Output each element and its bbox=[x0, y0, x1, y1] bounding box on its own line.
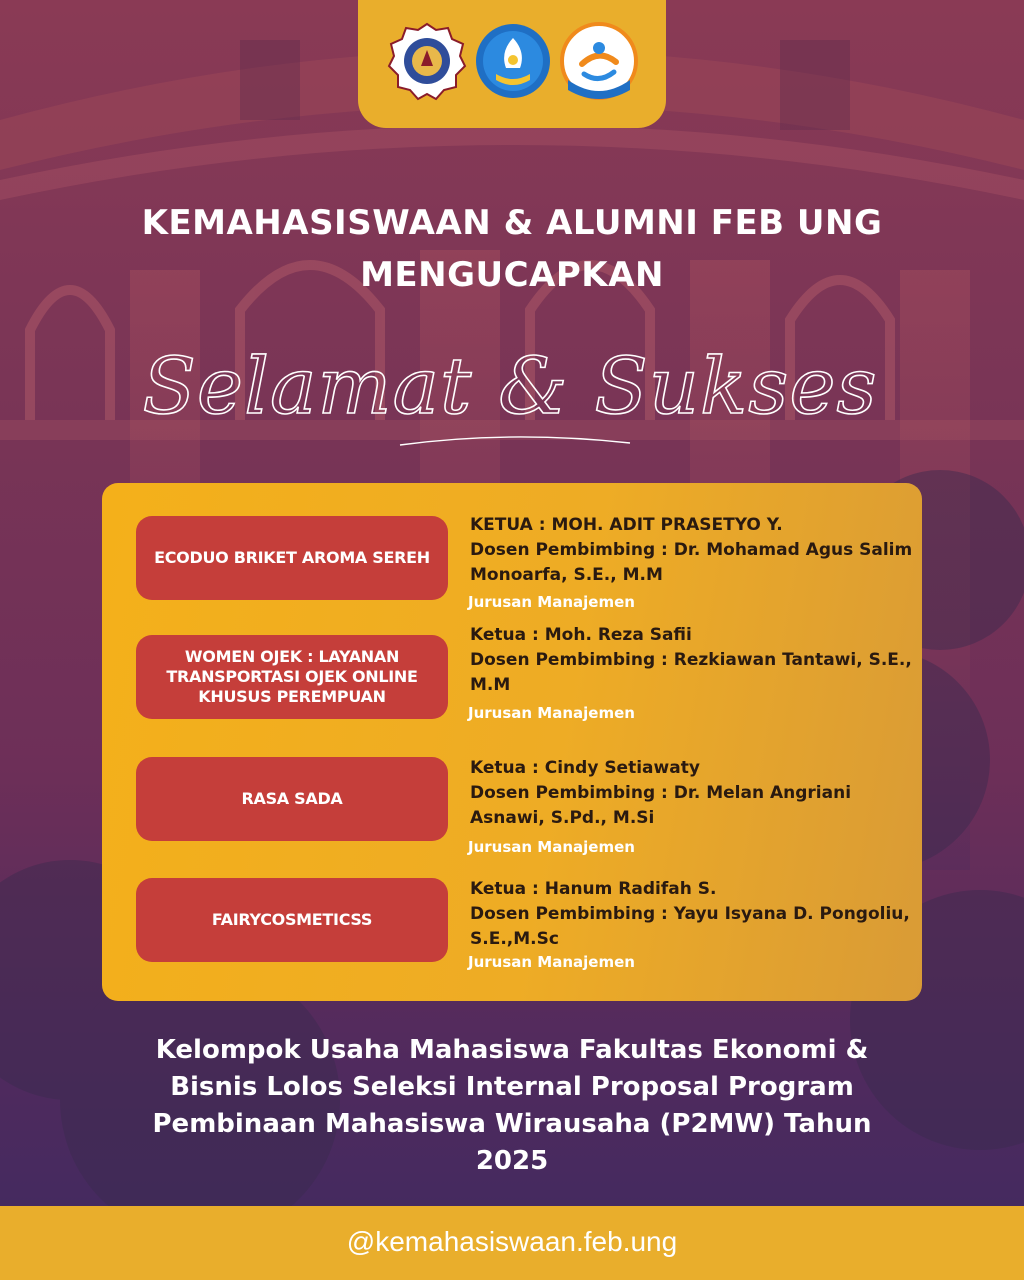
team-supervisor: Dosen Pembimbing : Yayu Isyana D. Pongoliu, bbox=[470, 904, 910, 924]
team-department: Jurusan Manajemen bbox=[468, 593, 635, 611]
congratulations-script bbox=[142, 325, 878, 460]
team-leader: Ketua : Hanum Radifah S. bbox=[470, 879, 717, 899]
team-supervisor-cont: M.M bbox=[470, 675, 511, 695]
team-department: Jurusan Manajemen bbox=[468, 838, 635, 856]
team-supervisor-cont: S.E.,M.Sc bbox=[470, 929, 559, 949]
team-supervisor-cont: Asnawi, S.Pd., M.Si bbox=[470, 808, 655, 828]
team-name-pill: WOMEN OJEK : LAYANAN TRANSPORTASI OJEK ONLINE KHUSUS PEREMPUAN bbox=[136, 635, 448, 719]
team-leader: KETUA : MOH. ADIT PRASETYO Y. bbox=[470, 515, 783, 535]
team-supervisor: Dosen Pembimbing : Dr. Melan Angriani bbox=[470, 783, 852, 803]
announcement-line-3: Pembinaan Mahasiswa Wirausaha (P2MW) Tahun bbox=[152, 1109, 872, 1139]
winners-card bbox=[102, 483, 922, 1001]
team-supervisor: Dosen Pembimbing : Rezkiawan Tantawi, S.E., bbox=[470, 650, 912, 670]
team-info bbox=[470, 756, 910, 831]
team-department: Jurusan Manajemen bbox=[468, 704, 635, 722]
team-name-pill: RASA SADA bbox=[136, 757, 448, 841]
team-leader: Ketua : Moh. Reza Safii bbox=[470, 625, 692, 645]
team-info bbox=[470, 877, 910, 952]
announcement-text bbox=[112, 1032, 912, 1180]
ung-university-logo bbox=[388, 22, 466, 100]
team-department: Jurusan Manajemen bbox=[468, 953, 635, 971]
announcement-line-1: Kelompok Usaha Mahasiswa Fakultas Ekonomi & bbox=[155, 1035, 869, 1065]
announcement-line-4: 2025 bbox=[475, 1146, 549, 1176]
team-supervisor-cont: Monoarfa, S.E., M.M bbox=[470, 565, 663, 585]
team-supervisor: Dosen Pembimbing : Dr. Mohamad Agus Salim bbox=[470, 540, 913, 560]
tut-wuri-handayani-logo bbox=[474, 22, 552, 100]
script-title: Selamat & Sukses bbox=[142, 342, 878, 432]
team-name-pill: ECODUO BRIKET AROMA SEREH bbox=[136, 516, 448, 600]
headline-line-1: KEMAHASISWAAN & ALUMNI FEB UNG bbox=[141, 203, 883, 243]
announcement-line-2: Bisnis Lolos Seleksi Internal Proposal Program bbox=[170, 1072, 854, 1102]
footer-bar bbox=[0, 1206, 1024, 1280]
instagram-handle: @kemahasiswaan.feb.ung bbox=[346, 1226, 678, 1257]
headline-line-2: MENGUCAPKAN bbox=[360, 255, 664, 295]
diktisaintek-berdampak-logo bbox=[560, 22, 638, 100]
team-info bbox=[470, 623, 910, 698]
logo-tab bbox=[358, 0, 666, 128]
team-name-pill: FAIRYCOSMETICSS bbox=[136, 878, 448, 962]
team-info bbox=[470, 513, 913, 588]
team-leader: Ketua : Cindy Setiawaty bbox=[470, 758, 700, 778]
